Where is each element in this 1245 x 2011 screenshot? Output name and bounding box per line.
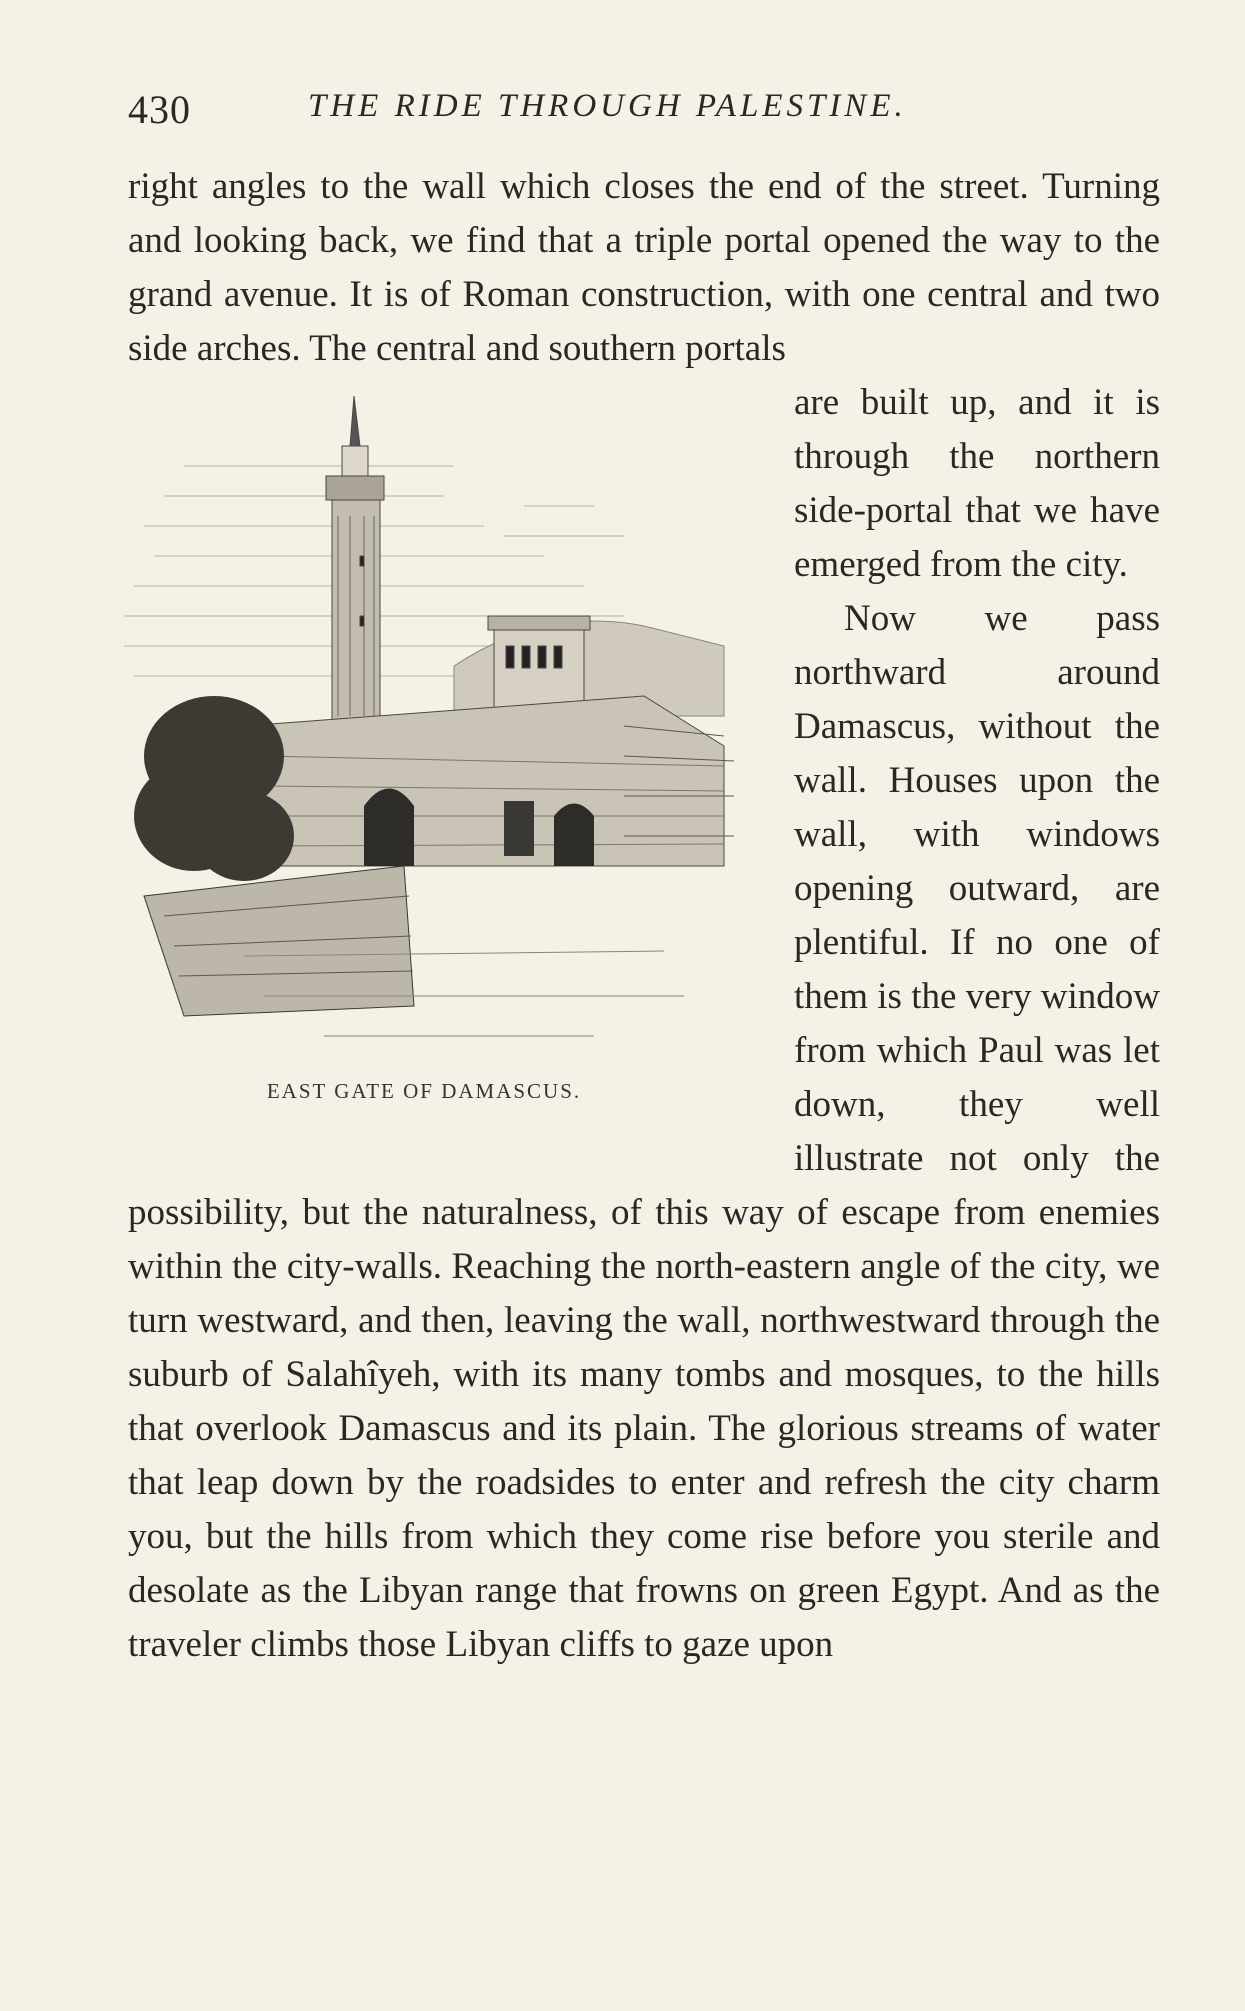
figure-caption: EAST GATE OF DAMASCUS. bbox=[266, 1079, 582, 1103]
running-title: THE RIDE THROUGH PALESTINE. bbox=[308, 88, 907, 124]
running-head bbox=[128, 86, 1128, 136]
figure-east-gate bbox=[124, 376, 774, 1146]
body-text bbox=[128, 160, 1160, 1672]
page-number: 430 bbox=[128, 87, 191, 132]
paragraph-continuation: Now we pass northward around Damascus, without the wall. Houses upon the wall, with windows opening outward, are plentiful. If no one of them is the very window from which Paul was let down, they well illustrate not only the possibility, but the naturalness, of this way of escape from enemies within the city-walls. Reaching the north-eastern angle of the city, we turn westward, and then, leaving the wall, northwestward through the suburb of Salahîyeh, with its many tombs and mosques, to the hills that overlook Damascus and its plain. The glorious streams of water that leap down by the roadsides to enter and refresh the city charm you, but the hills from which they come rise before you sterile and desolate as the Libyan range that frowns on green Egypt. And as the traveler climbs those Libyan cliffs to gaze upon bbox=[128, 598, 1160, 1665]
paragraph-lead: right angles to the wall which closes the end of the street. Turning and looking back, we find that a triple portal opened the way to the grand avenue. It is of Roman construction, with one central and two side arches. The central and southern portals bbox=[128, 166, 1160, 369]
east-gate-engraving bbox=[124, 396, 764, 1056]
paragraph-wrap: are built up, and it is through the northern side-portal that we have emerged from the city. bbox=[794, 382, 1160, 585]
